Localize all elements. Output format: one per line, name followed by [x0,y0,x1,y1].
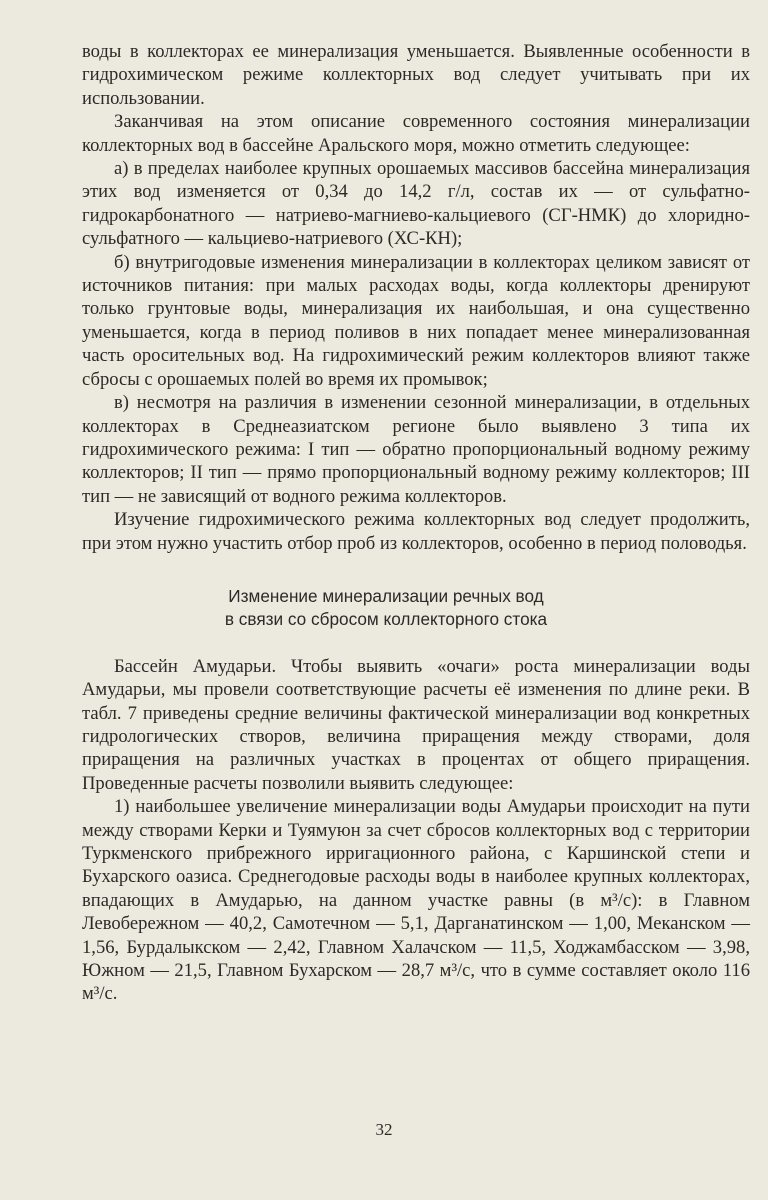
section-heading-line-1: Изменение минерализации речных вод [228,585,544,606]
section-heading-line-2: в связи со сбросом коллекторного стока [224,609,548,630]
paragraph-amudarya-basin: Бассейн Амударьи. Чтобы выявить «очаги» роста минерализации воды Амударьи, мы провели соответствующие расчеты её изменения по длине реки. В табл. 7 приведены средние величины фактической минерализации вод конкретных гидрологических створов, величина приращения между створами, доля приращения на различных участках в процентах от общего приращения. Проведенные расчеты позволили выявить следующее: [82,655,750,794]
body-text [82,40,750,1006]
section-heading [82,585,750,632]
paragraph-item-1: 1) наибольшее увеличение минерализации воды Амударьи происходит на пути между створами Керки и Туямуюн за счет сбросов коллекторных вод с территории Туркменского прибрежного ирригационного района, с Каршинской степи и Бухарского оазиса. Среднегодовые расходы воды в наиболее крупных коллекторах, впадающих в Амударью, на данном участке равны (в м³/с): в Главном Левобережном — 40,2, Самотечном — 5,1, Дарганатинском — 1,00, Меканском — 1,56, Бурдалыкском — 2,42, Главном Халачском — 11,5, Ходжамбасском — 3,98, Южном — 21,5, Главном Бухарском — 28,7 м³/с, что в сумме составляет около 116 м³/с. [82,796,750,1005]
paragraph-item-a: а) в пределах наиболее крупных орошаемых массивов бассейна минерализация этих вод изменяется от 0,34 до 14,2 г/л, состав их — от сульфатно-гидрокарбонатного — натриево-магниево-кальциевого (СГ-НМК) до хлоридно-сульфатного — кальциево-натриевого (ХС-КН); [82,158,750,250]
paragraph-item-c: в) несмотря на различия в изменении сезонной минерализации, в отдельных коллекторах в Среднеазиатском регионе было выявлено 3 типа их гидрохимического режима: I тип — обратно пропорциональный водному режиму коллекторов; II тип — прямо пропорциональный водному режиму коллекторов; III тип — не зависящий от водного режима коллекторов. [82,392,750,507]
paragraph-summary-intro: Заканчивая на этом описание современного состояния минерализации коллекторных вод в бассейне Аральского моря, можно отметить следующее: [82,111,750,156]
page-number: 32 [375,1120,393,1139]
paragraph-item-b: б) внутригодовые изменения минерализации в коллекторах целиком зависят от источников питания: при малых расходах воды, когда коллекторы дренируют только грунтовые воды, минерализация их наибольшая, и она существенно уменьшается, когда в период поливов в них попадает менее минерализованная часть оросительных вод. На гидрохимический режим коллекторов влияют также сбросы с орошаемых полей во время их промывок; [82,251,750,390]
paragraph-study-note: Изучение гидрохимического режима коллекторных вод следует продолжить, при этом нужно участить отбор проб из коллекторов, особенно в период половодья. [82,509,750,554]
paragraph-continuation: воды в коллекторах ее минерализация уменьшается. Выявленные особенности в гидрохимическом режиме коллекторных вод следует учитывать при их использовании. [82,41,750,109]
